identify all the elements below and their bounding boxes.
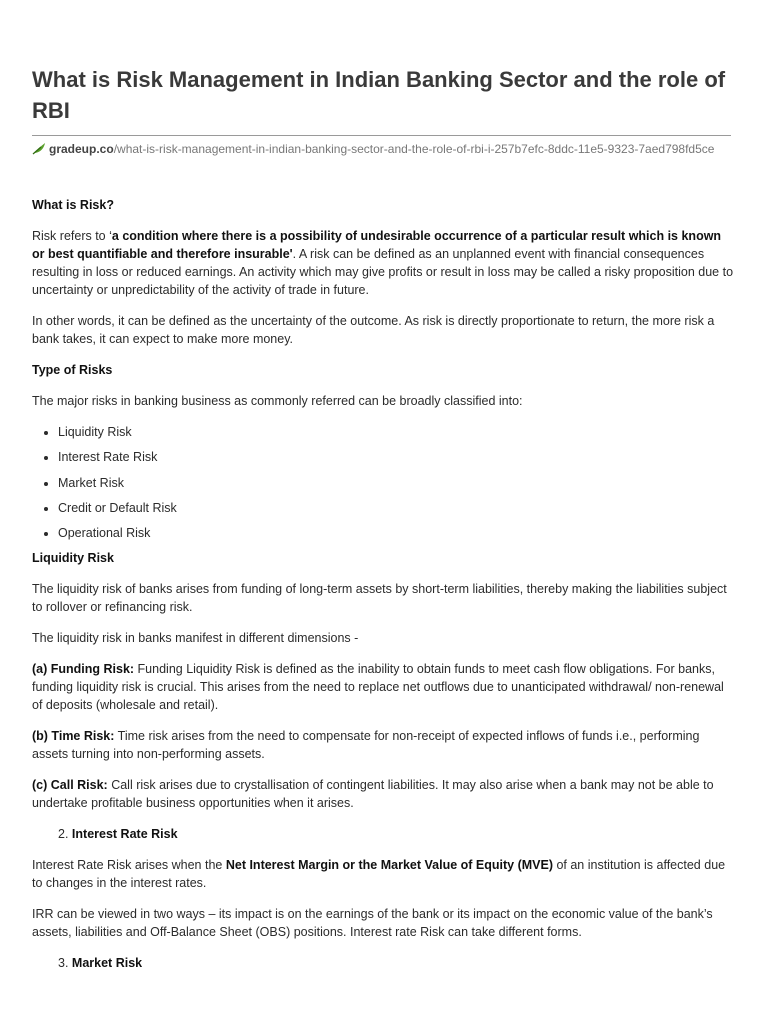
title-divider: [32, 135, 731, 136]
liquidity-paragraph-2: The liquidity risk in banks manifest in different dimensions -: [32, 631, 359, 646]
irr-paragraph-2: IRR can be viewed in two ways – its impact is on the earnings of the bank or its impact on the economic value of the bank’s assets, liabilities and Off-Balance Sheet (OBS) positions. Interest rate Risk can take different forms.: [32, 907, 713, 940]
heading-type-of-risks: Type of Risks: [32, 363, 113, 377]
risk-type-list: [32, 423, 736, 542]
liquidity-paragraph-1: The liquidity risk of banks arises from funding of long-term assets by short-term liabilities, thereby making the liabilities subject to rollover or refinancing risk.: [32, 582, 727, 615]
heading-what-is-risk: What is Risk?: [32, 198, 114, 212]
numbered-heading-market: [32, 954, 736, 972]
heading-market-risk: Market Risk: [71, 956, 143, 971]
list-item: • Operational Risk: [58, 524, 736, 542]
list-item: • Liquidity Risk: [58, 423, 736, 441]
time-risk-label: (b) Time Risk:: [32, 729, 115, 744]
numbered-heading-irr: [32, 825, 736, 843]
list-number: 2.: [58, 827, 69, 842]
heading-interest-rate-risk: Interest Rate Risk: [71, 827, 178, 842]
page-title: What is Risk Management in Indian Banking Sector and the role of RBI: [32, 67, 726, 123]
source-site-link[interactable]: gradeup.co: [49, 142, 114, 156]
time-risk-paragraph: (b) Time Risk: Time risk arises from the need to compensate for non-receipt of expected inflows of funds i.e., performing assets turning into non-performing assets.: [32, 729, 700, 762]
source-line: [32, 142, 732, 157]
types-intro: The major risks in banking business as commonly referred can be broadly classified into:: [32, 394, 523, 408]
source-path[interactable]: /what-is-risk-management-in-indian-banking-sector-and-the-role-of-rbi-i-257b7efc-8ddc-11e5-9323-7aed798fd5ce: [113, 142, 715, 156]
funding-risk-label: (a) Funding Risk:: [32, 662, 135, 677]
heading-liquidity-risk: Liquidity Risk: [32, 551, 114, 566]
risk-definition: Risk refers to ‘a condition where there is a possibility of undesirable occurrence of a particular result which is known or best quantifiable and therefore insurable'. A risk can be defined as an unplanned event with financial consequences resulting in loss or reduced earnings. An activity which may give profits or result in loss may be called a risky proposition due to uncertainty or unpredictability of the activity of trade in future.: [32, 229, 734, 297]
irr-emphasis: Net Interest Margin or the Market Value of Equity (MVE): [225, 858, 553, 873]
funding-risk-paragraph: (a) Funding Risk: Funding Liquidity Risk is defined as the inability to obtain funds to meet cash flow obligations. For banks, funding liquidity risk is crucial. This arises from the need to replace net outflows due to unanticipated withdrawal/ non-renewal of deposits (wholesale and retail).: [32, 662, 724, 713]
list-item: • Interest Rate Risk: [58, 448, 736, 466]
list-item: • Market Risk: [58, 474, 736, 492]
irr-paragraph-1: Interest Rate Risk arises when the Net Interest Margin or the Market Value of Equity (MVE) of an institution is affected due to changes in the interest rates.: [32, 858, 726, 891]
risk-other-words: In other words, it can be defined as the uncertainty of the outcome. As risk is directly proportionate to return, the more risk a bank takes, it can expect to make more money.: [32, 314, 715, 346]
call-risk-label: (c) Call Risk:: [32, 778, 108, 793]
list-item: • Credit or Default Risk: [58, 499, 736, 517]
article-body: [32, 196, 736, 985]
call-risk-paragraph: (c) Call Risk: Call risk arises due to crystallisation of contingent liabilities. It may also arise when a bank may not be able to undertake profitable business opportunities when it arises.: [32, 778, 714, 811]
list-number: 3.: [58, 956, 69, 971]
risk-definition-quote: a condition where there is a possibility of undesirable occurrence of a particular result which is known or best quantifiable and therefore insurable': [32, 229, 722, 261]
leaf-icon: [32, 142, 47, 155]
